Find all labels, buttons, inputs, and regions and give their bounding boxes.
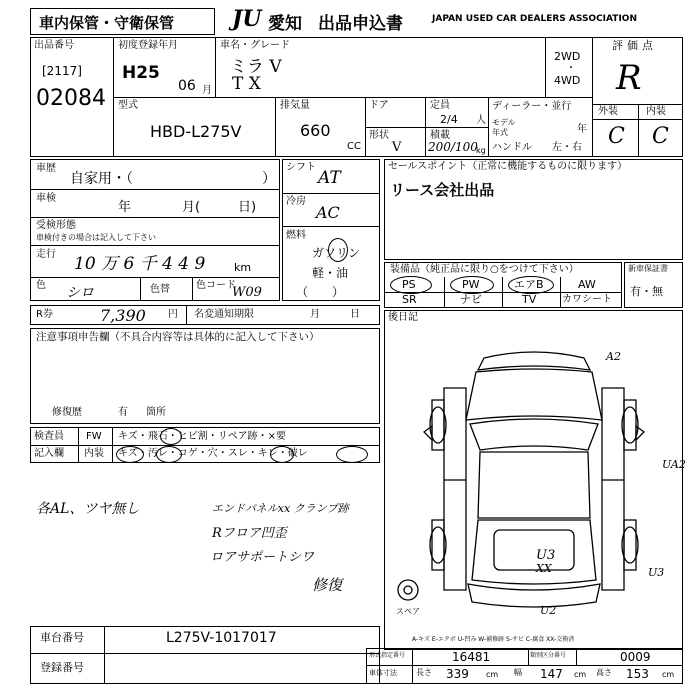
name-change-month: 月 — [310, 309, 320, 320]
registration-label: 初度登録年月 — [118, 40, 178, 51]
exterior-grade: C — [608, 124, 625, 149]
model-year-unit: 年 — [577, 124, 587, 135]
lot-number: 02084 — [36, 86, 106, 111]
mileage-written: 10 万 6 千 4 4 9 — [74, 254, 206, 274]
handle-value: 左・右 — [552, 142, 582, 153]
damage-legend: A-キズ E-エクボ U-凹み W-補修跡 S-サビ C-腐食 XX-交換済 — [412, 636, 575, 643]
inspection-year: 年 — [118, 200, 132, 215]
equip-airbag-circle — [508, 276, 554, 294]
repair-history-label: 修復歴 — [52, 407, 82, 418]
model-year-label: モデル年式 — [492, 118, 516, 137]
equip-airbag: エアB — [514, 278, 544, 291]
capacity-unit: 人 — [476, 115, 486, 126]
displacement-value: 660 — [300, 121, 331, 140]
shift-label: シフト — [286, 162, 316, 173]
stone-chip-circle — [160, 428, 182, 445]
car-grade: T X — [232, 74, 261, 94]
tear-circle — [336, 446, 368, 463]
body-size-label: 車体寸法 — [369, 669, 397, 677]
mileage-label: 走行 — [36, 249, 56, 260]
sales-points-value: リース会社出品 — [390, 181, 495, 199]
class-number: 0009 — [620, 650, 651, 664]
fuel-label: 燃料 — [286, 230, 306, 241]
width-unit: cm — [574, 670, 587, 679]
color-code: W09 — [232, 285, 262, 300]
equip-pw: PW — [462, 278, 480, 291]
equip-sr: SR — [402, 293, 417, 306]
fuel-gas: ガソリン — [312, 246, 361, 260]
model-label: 型式 — [118, 100, 138, 111]
history-label: 車歴 — [36, 163, 56, 174]
inspection-day: 日) — [238, 200, 257, 215]
height-label: 高さ — [596, 668, 612, 677]
interior-grade: C — [652, 124, 669, 149]
drive-sep: ・ — [566, 63, 576, 74]
handle-label: ハンドル — [492, 142, 532, 153]
handwritten-note-4: ロアサポートシワ — [210, 550, 315, 565]
wear-circle — [270, 446, 294, 463]
chassis-label: 車台番号 — [40, 631, 84, 644]
write-label: 記入欄 — [34, 448, 64, 459]
handwritten-note-1: 各AL、ツヤ無し — [36, 501, 140, 517]
accept-label: 受検形態 — [36, 220, 76, 231]
lot-label: 出品番号 — [34, 40, 74, 51]
car-damage-diagram — [384, 340, 683, 640]
color-label: 色 — [36, 280, 46, 291]
recycle-unit: 円 — [168, 309, 178, 320]
displacement-unit: CC — [347, 141, 361, 152]
capacity-label: 定員 — [430, 100, 450, 111]
handwritten-note-5: 修復 — [312, 576, 343, 594]
registration-number-label: 登録番号 — [40, 661, 84, 674]
warranty-value: 有・無 — [630, 285, 663, 298]
car-name-label: 車名・グレード — [220, 40, 290, 51]
sales-points-label: セールスポイント（正常に機能するものに限ります） — [388, 161, 628, 172]
car-name: ミラ V — [230, 57, 282, 77]
association-name: JAPAN USED CAR DEALERS ASSOCIATION — [432, 14, 637, 24]
repair-history-place: 箇所 — [146, 407, 166, 418]
registration-year: H25 — [122, 63, 160, 83]
equip-leather: カワシート — [562, 294, 612, 305]
color-code-label: 色コード — [196, 280, 236, 291]
fuel-diesel: 軽・油 — [312, 266, 349, 280]
load-unit: kg — [476, 146, 486, 155]
ju-logo: JU — [232, 6, 262, 32]
mark-u3-center: U3 — [536, 548, 556, 563]
door-label: ドア — [369, 100, 389, 111]
displacement-label: 排気量 — [280, 100, 310, 111]
name-change-day: 日 — [350, 309, 360, 320]
shape-value: V — [392, 140, 402, 155]
mark-ua2: UA2 — [662, 458, 686, 471]
grade-score: R — [616, 58, 642, 98]
dealer-label: ディーラー・並行 — [492, 101, 572, 112]
name-change-label: 名変通知期限 — [194, 309, 254, 320]
length-value: 339 — [446, 667, 469, 681]
drive-4wd: 4WD — [554, 74, 581, 87]
height-unit: cm — [662, 670, 675, 679]
lot-code: [2117] — [42, 64, 82, 78]
sales-points-box — [384, 159, 683, 260]
color-value: シロ — [66, 285, 94, 301]
inspection-month: 月( — [182, 200, 201, 215]
shift-value: AT — [318, 168, 341, 188]
registration-month: 06 — [178, 78, 196, 94]
fuel-gas-circle — [328, 238, 348, 262]
mark-xx-center: XX — [536, 562, 552, 575]
warranty-label: 新車保証書 — [628, 264, 668, 273]
fw-items: キズ・飛石・ヒビ割・リペア跡・×要 — [118, 431, 286, 442]
height-value: 153 — [626, 667, 649, 681]
form-number: 16481 — [452, 650, 491, 664]
length-label: 長さ — [416, 668, 432, 677]
inspection-label: 車検 — [36, 193, 56, 204]
shape-label: 形状 — [369, 130, 389, 141]
color-change-label: 色替 — [150, 284, 170, 295]
recycle-label: R券 — [36, 309, 53, 320]
rear-note-label: 後日記 — [388, 312, 418, 323]
equip-ps-circle — [390, 276, 432, 294]
mark-a2: A2 — [606, 350, 621, 363]
recycle-amount: 7,390 — [100, 306, 146, 325]
chassis-number: L275V-1017017 — [166, 630, 277, 646]
ac-value: AC — [316, 203, 340, 222]
handwritten-note-2: エンドパネルxx クランプ跡 — [212, 502, 349, 515]
equip-ps: PS — [402, 278, 416, 291]
form-number-label: 形式指定番号 — [369, 652, 406, 659]
load-label: 積載 — [430, 130, 450, 141]
accept-note: 車検付きの場合は記入して下さい — [36, 233, 156, 242]
interior-label: 内装 — [646, 106, 666, 117]
equip-navi: ナビ — [460, 293, 482, 306]
equip-tv: TV — [522, 293, 537, 306]
grade-label: 評価点 — [612, 39, 657, 52]
scratch-circle — [116, 446, 144, 463]
fw-label: FW — [86, 431, 102, 442]
mark-u3-right: U3 — [648, 566, 665, 579]
interior-items: キズ・汚レ・コゲ・穴・スレ・キレ・破レ — [118, 448, 308, 459]
capacity-value: 2/4 — [440, 113, 458, 126]
equipment-label: 装備品（純正品に限り○をつけて下さい） — [390, 264, 579, 275]
handwritten-note-3: Rフロア凹歪 — [212, 526, 287, 541]
mark-u2: U2 — [540, 604, 557, 617]
width-label: 幅 — [514, 668, 522, 677]
equip-aw: AW — [578, 278, 596, 291]
length-unit: cm — [486, 670, 499, 679]
form-title: 出品申込書 — [318, 14, 403, 34]
drive-2wd: 2WD — [554, 50, 581, 63]
ac-label: 冷房 — [286, 196, 306, 207]
load-value: 200/100 — [428, 140, 478, 154]
org-name: 愛知 — [268, 14, 302, 34]
dirt-circle — [156, 446, 182, 463]
repair-history-has: 有 — [118, 407, 128, 418]
storage-label: 車内保管・守衛保管 — [39, 14, 175, 32]
storage-box — [30, 8, 215, 35]
checker-label: 検査員 — [34, 431, 64, 442]
history-close: ） — [262, 171, 276, 187]
registration-month-unit: 月 — [202, 85, 212, 96]
spare-label: スペア — [396, 607, 420, 616]
notes-label: 注意事項申告欄（不具合内容等は具体的に記入して下さい） — [36, 331, 320, 343]
model-value: HBD-L275V — [150, 122, 242, 141]
interior-row-label: 内装 — [84, 448, 104, 459]
fuel-other: （ ） — [296, 285, 345, 299]
width-value: 147 — [540, 667, 563, 681]
mileage-unit: km — [234, 261, 252, 274]
class-number-label: 類別区分番号 — [530, 652, 567, 659]
equip-pw-circle — [450, 276, 494, 294]
exterior-label: 外装 — [598, 106, 618, 117]
history-value: 自家用・（ — [70, 171, 133, 187]
